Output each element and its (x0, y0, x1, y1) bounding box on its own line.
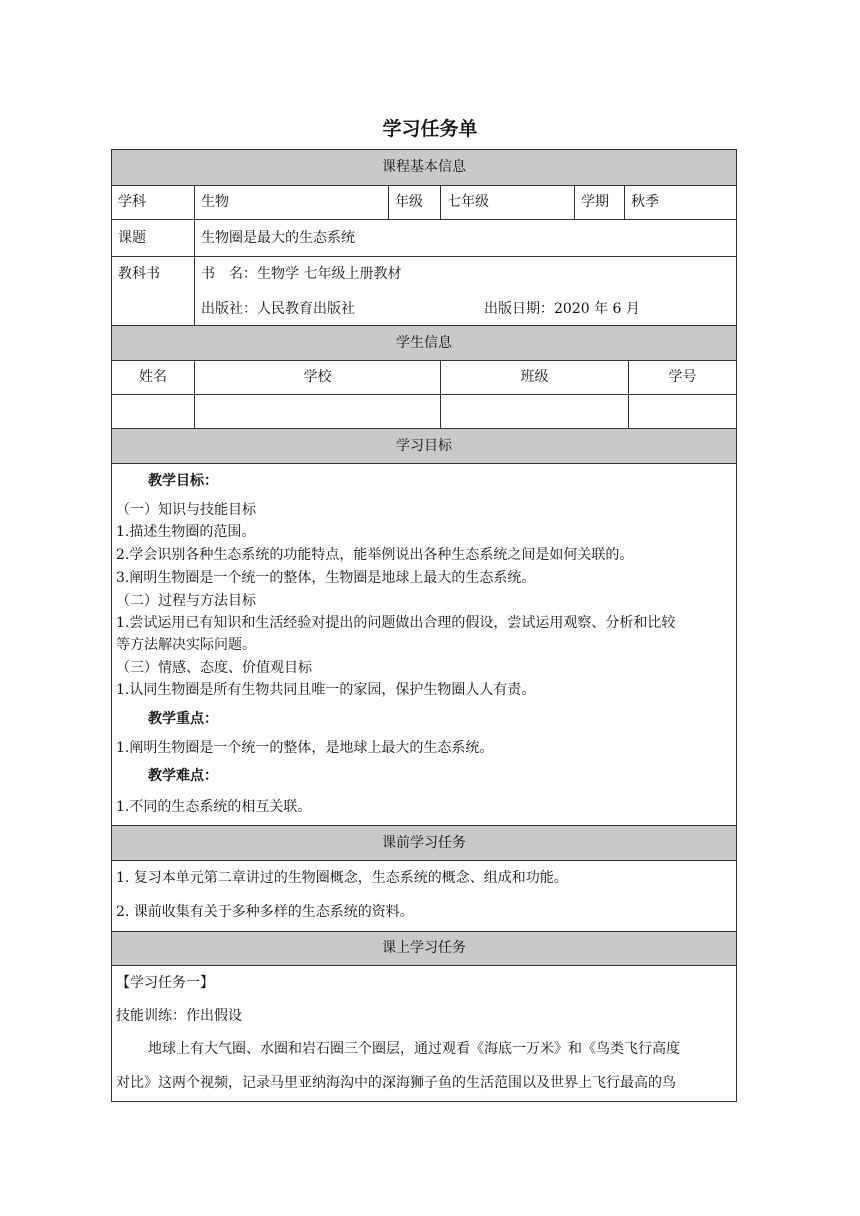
pre-task-item: 2. 课前收集有关于多种多样的生态系统的资料。 (116, 904, 414, 920)
topic-label: 课题 (118, 230, 146, 246)
goal-section-1-title: （一）知识与技能目标 (116, 502, 256, 518)
course-info-header: 课程基本信息 (112, 150, 736, 185)
name-field[interactable] (112, 395, 194, 428)
goals-header: 学习目标 (112, 428, 736, 463)
key-point-item: 1.阐明生物圈是一个统一的整体，是地球上最大的生态系统。 (116, 740, 494, 756)
pre-class-tasks-header: 课前学习任务 (112, 825, 736, 860)
goal-item: 3.阐明生物圈是一个统一的整体，生物圈是地球上最大的生态系统。 (116, 570, 536, 586)
publish-date: 出版日期：2020 年 6 月 (484, 301, 640, 317)
task-paragraph-line-2: 对比》这两个视频，记录马里亚纳海沟中的深海狮子鱼的生活范围以及世界上飞行最高的鸟 (116, 1075, 676, 1091)
class-field[interactable] (440, 395, 628, 428)
school-label: 学校 (194, 361, 440, 394)
student-id-field[interactable] (628, 395, 736, 428)
term-label: 学期 (574, 186, 624, 219)
student-info-header: 学生信息 (112, 325, 736, 360)
skill-training: 技能训练：作出假设 (116, 1008, 242, 1024)
goal-item: 1.认同生物圈是所有生物共同且唯一的家园，保护生物圈人人有责。 (116, 682, 536, 698)
goal-section-2-title: （二）过程与方法目标 (116, 593, 256, 609)
subject-row (112, 185, 736, 219)
book-name: 书 名：生物学 七年级上册教材 (201, 266, 402, 282)
term-value: 秋季 (624, 186, 736, 219)
in-class-tasks-header: 课上学习任务 (112, 931, 736, 965)
goal-section-3-title: （三）情感、态度、价值观目标 (116, 660, 312, 676)
task-sheet-table (111, 149, 737, 1102)
textbook-row (112, 256, 736, 325)
student-label-row (112, 360, 736, 394)
in-class-tasks-content (112, 965, 736, 1101)
grade-label: 年级 (388, 186, 440, 219)
goal-item: 1.描述生物圈的范围。 (116, 524, 256, 540)
teaching-goals-title: 教学目标： (148, 473, 218, 489)
task-1-title: 【学习任务一】 (116, 975, 214, 991)
textbook-label: 教科书 (118, 266, 160, 282)
page-title: 学习任务单 (382, 118, 478, 140)
subject-label: 学科 (118, 194, 146, 210)
topic-row (112, 219, 736, 256)
textbook-details (194, 257, 736, 325)
topic-value: 生物圈是最大的生态系统 (194, 220, 736, 256)
difficulties-title: 教学难点： (148, 768, 218, 784)
goal-item-continued: 等方法解决实际问题。 (116, 637, 256, 653)
school-field[interactable] (194, 395, 440, 428)
task-paragraph-line-1: 地球上有大气圈、水圈和岩石圈三个圈层，通过观看《海底一万米》和《鸟类飞行高度 (148, 1041, 680, 1057)
grade-value: 七年级 (440, 186, 574, 219)
key-points-title: 教学重点： (148, 711, 218, 727)
goal-item: 1.尝试运用已有知识和生活经验对提出的问题做出合理的假设，尝试运用观察、分析和比较 (116, 615, 676, 631)
goals-content (112, 463, 736, 825)
name-label: 姓名 (139, 369, 167, 385)
student-value-row (112, 394, 736, 428)
pre-task-item: 1. 复习本单元第二章讲过的生物圈概念，生态系统的概念、组成和功能。 (116, 870, 568, 886)
goal-item: 2.学会识别各种生态系统的功能特点，能举例说出各种生态系统之间是如何关联的。 (116, 547, 634, 563)
difficulty-item: 1.不同的生态系统的相互关联。 (116, 799, 312, 815)
student-id-label: 学号 (628, 361, 736, 394)
publisher: 出版社：人民教育出版社 (201, 301, 355, 317)
class-label: 班级 (440, 361, 628, 394)
pre-class-tasks-content (112, 860, 736, 931)
subject-value: 生物 (194, 186, 388, 219)
